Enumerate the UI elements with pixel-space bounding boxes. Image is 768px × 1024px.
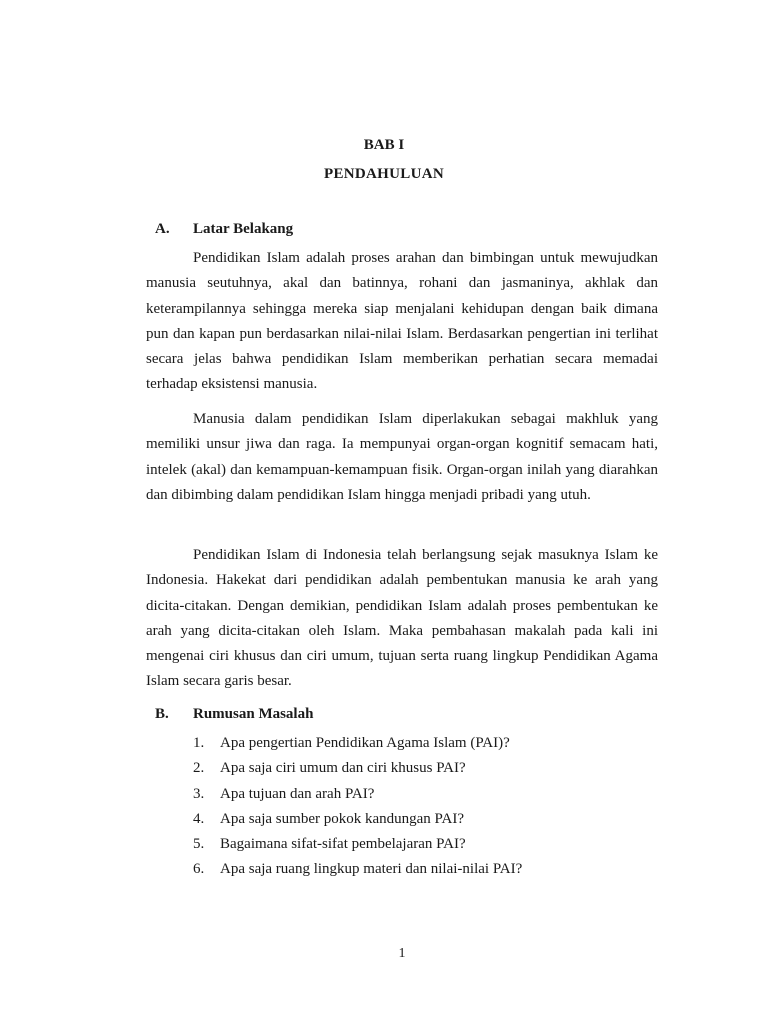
paragraph-3: Pendidikan Islam di Indonesia telah berlangsung sejak masuknya Islam ke Indonesia. Hakekat dari pendidikan adalah pembentukan manusia ke arah yang dicita-citakan. Dengan demikian, pendidikan Islam adalah proses pembentukan ke arah yang dicita-citakan oleh Islam. Maka pembahasan makalah pada kali ini mengenai ciri khusus dan ciri umum, tujuan serta ruang lingkup Pendidikan Agama Islam secara garis besar. (146, 547, 658, 690)
paragraph-2: Manusia dalam pendidikan Islam diperlakukan sebagai makhluk yang memiliki unsur jiwa dan raga. Ia mempunyai organ-organ kognitif semacam hati, intelek (akal) dan kemampuan-kemampuan fisik. Organ-organ inilah yang diarahkan dan dibimbing dalam pendidikan Islam hingga menjadi pribadi yang utuh. (146, 411, 658, 503)
list-item-text: Apa saja ruang lingkup materi dan nilai-nilai PAI? (220, 861, 523, 878)
list-item (193, 857, 522, 882)
list-item-text: Apa pengertian Pendidikan Agama Islam (PAI)? (220, 735, 510, 751)
list-item-number: 4. (193, 810, 205, 827)
section-b-heading (155, 706, 313, 723)
question-list (193, 731, 522, 883)
paragraph-1: Pendidikan Islam adalah proses arahan dan bimbingan untuk mewujudkan manusia seutuhnya, akal dan batinnya, rohani dan jasmaninya, akhlak dan keterampilannya sehingga mereka siap menjalani kehidupan dengan baik dimana pun dan kapan pun berdasarkan nilai-nilai Islam. Berdasarkan pengertian ini terlihat secara jelas bahwa pendidikan Islam memberikan perhatian secara memadai terhadap eksistensi manusia. (146, 250, 658, 393)
section-b-letter: B. (155, 706, 169, 722)
list-item (193, 731, 522, 756)
list-item (193, 756, 522, 781)
section-a-title: Latar Belakang (193, 221, 294, 237)
list-item-number: 5. (193, 836, 205, 853)
list-item (193, 807, 522, 832)
page-number: 1 (398, 946, 406, 961)
section-a-letter: A. (155, 221, 170, 237)
list-item-text: Apa tujuan dan arah PAI? (220, 785, 375, 802)
list-item-number: 3. (193, 785, 205, 802)
list-item-text: Apa saja sumber pokok kandungan PAI? (220, 810, 464, 827)
section-a-heading (155, 221, 293, 238)
list-item-number: 6. (193, 861, 205, 878)
list-item-number: 1. (193, 735, 205, 751)
list-item-text: Bagaimana sifat-sifat pembelajaran PAI? (220, 836, 466, 853)
chapter-number: BAB I (363, 137, 405, 153)
list-item-text: Apa saja ciri umum dan ciri khusus PAI? (220, 760, 466, 777)
list-item (193, 832, 522, 857)
chapter-title: PENDAHULUAN (324, 166, 444, 182)
list-item (193, 782, 522, 807)
section-b-title: Rumusan Masalah (193, 706, 314, 722)
list-item-number: 2. (193, 760, 205, 777)
